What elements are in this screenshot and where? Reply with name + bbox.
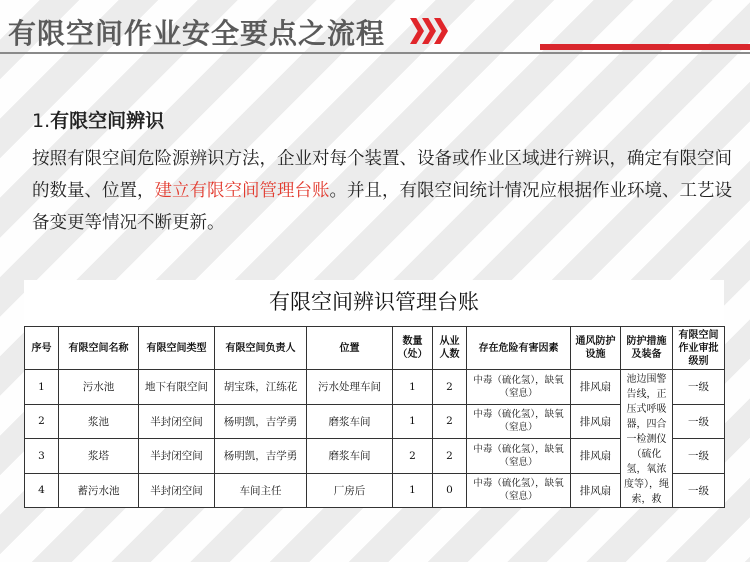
cell-type: 地下有限空间 xyxy=(139,370,215,405)
header-cell: 存在危险有害因素 xyxy=(467,327,571,370)
header-cell: 序号 xyxy=(25,327,59,370)
header-cell: 有限空间名称 xyxy=(59,327,139,370)
content-block xyxy=(32,106,732,239)
cell-approval: 一级 xyxy=(673,473,725,508)
header-cell: 通风防护设施 xyxy=(571,327,621,370)
cell-type: 半封闭空间 xyxy=(139,439,215,474)
header-accent-bar xyxy=(540,44,750,50)
cell-ventilation: 排风扇 xyxy=(571,370,621,405)
table-header-row xyxy=(25,327,725,370)
cell-quantity: 1 xyxy=(393,370,433,405)
header-cell: 位置 xyxy=(307,327,393,370)
paragraph-text-end: 。并且，有限空间统计情况应根据作业环境、工艺设备变更等情况不断更新。 xyxy=(32,181,732,233)
cell-workers: 2 xyxy=(433,370,467,405)
header-cell: 有限空间作业审批级别 xyxy=(673,327,725,370)
cell-location: 厂房后 xyxy=(307,473,393,508)
cell-index: 2 xyxy=(25,404,59,439)
cell-index: 3 xyxy=(25,439,59,474)
section-heading xyxy=(32,106,732,133)
cell-location: 污水处理车间 xyxy=(307,370,393,405)
section-paragraph xyxy=(32,143,732,239)
cell-index: 1 xyxy=(25,370,59,405)
table-row xyxy=(25,473,725,508)
cell-name: 污水池 xyxy=(59,370,139,405)
section-title: 有限空间辨识 xyxy=(50,110,165,132)
ledger-table xyxy=(24,326,725,508)
cell-hazards: 中毒（硫化氢），缺氧（窒息） xyxy=(467,473,571,508)
cell-owner: 胡宝珠，江练花 xyxy=(215,370,307,405)
cell-quantity: 1 xyxy=(393,473,433,508)
cell-workers: 2 xyxy=(433,404,467,439)
cell-approval: 一级 xyxy=(673,439,725,474)
cell-hazards: 中毒（硫化氢），缺氧（窒息） xyxy=(467,439,571,474)
header-cell: 数量（处） xyxy=(393,327,433,370)
ledger-table-panel xyxy=(24,280,724,508)
cell-name: 浆池 xyxy=(59,404,139,439)
cell-approval: 一级 xyxy=(673,404,725,439)
cell-approval: 一级 xyxy=(673,370,725,405)
cell-name: 浆塔 xyxy=(59,439,139,474)
cell-index: 4 xyxy=(25,473,59,508)
header-divider xyxy=(0,52,750,54)
highlight-text: 建立有限空间管理台账 xyxy=(154,181,330,201)
cell-owner: 车间主任 xyxy=(215,473,307,508)
table-row xyxy=(25,404,725,439)
cell-type: 半封闭空间 xyxy=(139,473,215,508)
chevron-icon xyxy=(434,18,448,44)
cell-location: 磨浆车间 xyxy=(307,439,393,474)
cell-workers: 2 xyxy=(433,439,467,474)
chevron-icon xyxy=(422,18,436,44)
cell-protection: 池边围警告线，正压式呼吸器，四合一检测仪（硫化氢，氧浓度等），绳索，救 xyxy=(621,370,673,508)
slide-header xyxy=(0,0,750,62)
header-cell: 防护措施及装备 xyxy=(621,327,673,370)
table-row xyxy=(25,370,725,405)
table-row xyxy=(25,439,725,474)
header-cell: 有限空间负责人 xyxy=(215,327,307,370)
cell-workers: 0 xyxy=(433,473,467,508)
cell-quantity: 1 xyxy=(393,404,433,439)
cell-hazards: 中毒（硫化氢），缺氧（窒息） xyxy=(467,404,571,439)
slide-title: 有限空间作业安全要点之流程 xyxy=(8,17,386,50)
cell-location: 磨浆车间 xyxy=(307,404,393,439)
cell-ventilation: 排风扇 xyxy=(571,439,621,474)
cell-type: 半封闭空间 xyxy=(139,404,215,439)
cell-quantity: 2 xyxy=(393,439,433,474)
cell-name: 蓄污水池 xyxy=(59,473,139,508)
header-cell: 从业人数 xyxy=(433,327,467,370)
cell-ventilation: 排风扇 xyxy=(571,473,621,508)
table-title: 有限空间辨识管理台账 xyxy=(269,290,479,314)
cell-hazards: 中毒（硫化氢），缺氧（窒息） xyxy=(467,370,571,405)
cell-owner: 杨明凯，吉学勇 xyxy=(215,439,307,474)
header-cell: 有限空间类型 xyxy=(139,327,215,370)
cell-ventilation: 排风扇 xyxy=(571,404,621,439)
chevron-icon xyxy=(410,18,424,44)
section-number: 1. xyxy=(32,110,51,132)
cell-owner: 杨明凯，吉学勇 xyxy=(215,404,307,439)
paragraph-text: 按照有限空间危险源辨识方法，企业对每个装置、设备或作业区域进行辨识，确定有限空间的数量、位置， xyxy=(32,149,732,201)
